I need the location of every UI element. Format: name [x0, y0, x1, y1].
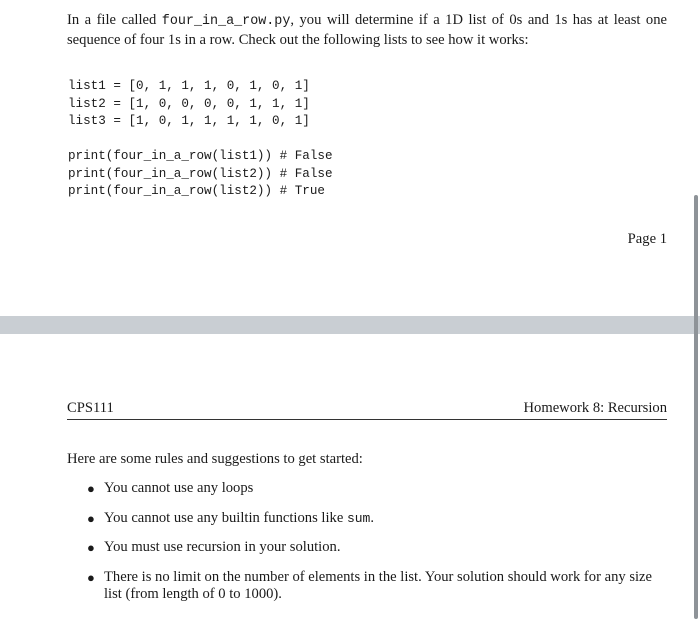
bullet-icon: ● [87, 540, 95, 555]
assignment-title: Homework 8: Recursion [523, 400, 667, 416]
list-item [67, 539, 667, 556]
rule-text-before: You cannot use any builtin functions like [104, 509, 347, 526]
scrollbar-thumb[interactable] [694, 195, 698, 619]
rule-text: You cannot use any loops [104, 480, 254, 496]
filename-code: four_in_a_row.py [161, 14, 291, 29]
page-number: Page 1 [627, 231, 667, 247]
bullet-icon: ● [87, 481, 95, 496]
page-separator [0, 316, 700, 334]
sum-code: sum [346, 510, 371, 526]
intro-text-after: , you will determine if a 1D list of 0s and 1s has at least one sequence of four 1s in a row. Check out the following lists to see how it works: [67, 12, 668, 48]
list-item [67, 510, 667, 527]
list-item [67, 480, 667, 497]
rules-intro: Here are some rules and suggestions to get started: [67, 451, 363, 467]
rules-list [67, 480, 667, 615]
rule-text: You must use recursion in your solution. [104, 539, 341, 555]
bullet-icon: ● [87, 510, 95, 526]
code-block-prints: print(four_in_a_row(list1)) # False print(four_in_a_row(list2)) # False print(four_in_a_row(list2)) # True [68, 149, 333, 198]
page-header [67, 400, 667, 420]
rule-text: There is no limit on the number of elements in the list. Your solution should work for any size list (from length of 0 to 1000). [104, 568, 653, 602]
rule-text-after: . [370, 509, 375, 526]
bullet-icon: ● [87, 569, 95, 585]
list-item [67, 569, 667, 603]
code-block-lists: list1 = [0, 1, 1, 1, 0, 1, 0, 1] list2 = [1, 0, 0, 0, 0, 1, 1, 1] list3 = [1, 0, 1, 1, 1, 1, 0, 1] [68, 79, 310, 128]
course-code: CPS111 [67, 400, 114, 416]
intro-text-before: In a file called [67, 12, 162, 28]
intro-paragraph [67, 11, 667, 50]
